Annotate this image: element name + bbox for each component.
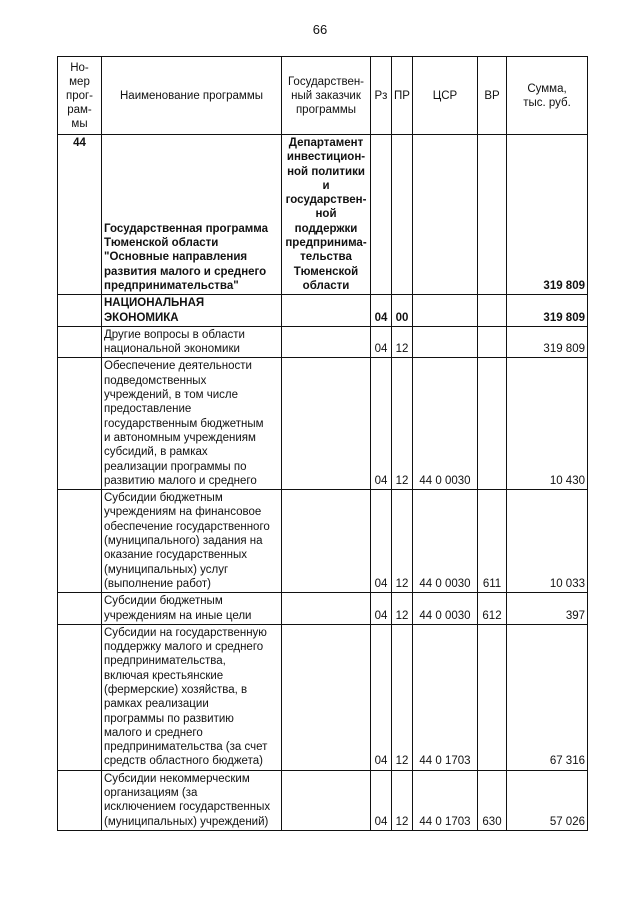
csr-cell: 44 0 0030 <box>413 593 478 625</box>
vr-cell <box>478 326 507 358</box>
pr-cell: 12 <box>392 490 413 593</box>
program-number-cell <box>58 295 102 327</box>
program-number-cell: 44 <box>58 135 102 295</box>
state-customer-cell <box>282 490 371 593</box>
header-pr: ПР <box>392 57 413 135</box>
table-row <box>58 770 588 830</box>
csr-cell: 44 0 1703 <box>413 770 478 830</box>
sum-cell: 319 809 <box>507 295 588 327</box>
table-body <box>58 135 588 831</box>
state-customer-cell <box>282 624 371 770</box>
sum-cell: 397 <box>507 593 588 625</box>
vr-cell <box>478 624 507 770</box>
rz-cell: 04 <box>371 490 392 593</box>
sum-cell: 57 026 <box>507 770 588 830</box>
table-row <box>58 593 588 625</box>
header-program-number: Но- мер прог- рам- мы <box>58 57 102 135</box>
table-row <box>58 326 588 358</box>
program-name-cell: Субсидии бюджетным учреждениям на иные цели <box>102 593 282 625</box>
program-name-cell: Субсидии бюджетным учреждениям на финансовое обеспечение государственного (муниципального) задания на оказание государственных (муниципальных) услуг (выполнение работ) <box>102 490 282 593</box>
pr-cell: 00 <box>392 295 413 327</box>
program-number-cell <box>58 490 102 593</box>
csr-cell: 44 0 0030 <box>413 490 478 593</box>
pr-cell: 12 <box>392 770 413 830</box>
program-number-cell <box>58 624 102 770</box>
table-row <box>58 295 588 327</box>
state-customer-cell <box>282 770 371 830</box>
rz-cell: 04 <box>371 358 392 490</box>
program-name-cell: Государственная программа Тюменской области "Основные направления развития малого и среднего предпринимательства" <box>102 135 282 295</box>
state-customer-cell <box>282 358 371 490</box>
pr-cell: 12 <box>392 593 413 625</box>
rz-cell: 04 <box>371 770 392 830</box>
header-program-name: Наименование программы <box>102 57 282 135</box>
sum-cell: 319 809 <box>507 326 588 358</box>
table-row <box>58 624 588 770</box>
table-row <box>58 135 588 295</box>
csr-cell <box>413 295 478 327</box>
state-customer-cell <box>282 326 371 358</box>
vr-cell <box>478 358 507 490</box>
table-row <box>58 490 588 593</box>
program-number-cell <box>58 326 102 358</box>
rz-cell: 04 <box>371 624 392 770</box>
page-number: 66 <box>312 22 328 37</box>
header-row <box>58 57 588 135</box>
csr-cell: 44 0 0030 <box>413 358 478 490</box>
sum-cell: 10 033 <box>507 490 588 593</box>
csr-cell <box>413 326 478 358</box>
header-vr: ВР <box>478 57 507 135</box>
state-customer-cell <box>282 593 371 625</box>
sum-cell: 67 316 <box>507 624 588 770</box>
program-number-cell <box>58 770 102 830</box>
budget-table <box>57 56 588 831</box>
state-customer-cell: Департамент инвестицион- ной политики и государствен- ной поддержки предпринима- тельства Тюменской области <box>282 135 371 295</box>
pr-cell: 12 <box>392 624 413 770</box>
pr-cell: 12 <box>392 358 413 490</box>
rz-cell: 04 <box>371 326 392 358</box>
state-customer-cell <box>282 295 371 327</box>
table-row <box>58 358 588 490</box>
header-state-customer: Государствен- ный заказчик программы <box>282 57 371 135</box>
pr-cell: 12 <box>392 326 413 358</box>
vr-cell <box>478 295 507 327</box>
csr-cell: 44 0 1703 <box>413 624 478 770</box>
program-name-cell: Другие вопросы в области национальной экономики <box>102 326 282 358</box>
vr-cell: 612 <box>478 593 507 625</box>
rz-cell: 04 <box>371 295 392 327</box>
rz-cell: 04 <box>371 593 392 625</box>
vr-cell: 630 <box>478 770 507 830</box>
header-rz: Рз <box>371 57 392 135</box>
vr-cell: 611 <box>478 490 507 593</box>
program-name-cell: Обеспечение деятельности подведомственных учреждений, в том числе предоставление государственным бюджетным и автономным учреждениям субсидий, в рамках реализации программы по развитию малого и среднего <box>102 358 282 490</box>
program-name-cell: Субсидии некоммерческим организациям (за исключением государственных (муниципальных) учреждений) <box>102 770 282 830</box>
pr-cell <box>392 135 413 295</box>
program-number-cell <box>58 593 102 625</box>
rz-cell <box>371 135 392 295</box>
csr-cell <box>413 135 478 295</box>
program-name-cell: НАЦИОНАЛЬНАЯ ЭКОНОМИКА <box>102 295 282 327</box>
header-csr: ЦСР <box>413 57 478 135</box>
program-number-cell <box>58 358 102 490</box>
program-name-cell: Субсидии на государственную поддержку малого и среднего предпринимательства, включая крестьянские (фермерские) хозяйства, в рамках реализации программы по развитию малого и среднего предпринимательства (за счет средств областного бюджета) <box>102 624 282 770</box>
sum-cell: 319 809 <box>507 135 588 295</box>
vr-cell <box>478 135 507 295</box>
header-sum: Сумма, тыс. руб. <box>507 57 588 135</box>
sum-cell: 10 430 <box>507 358 588 490</box>
